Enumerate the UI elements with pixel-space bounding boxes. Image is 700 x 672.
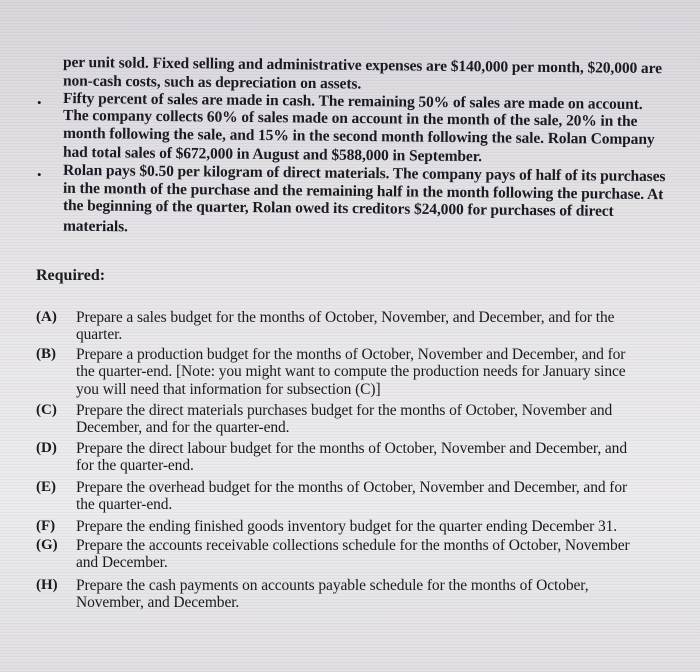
- req-e-line-2: the quarter-end.: [76, 496, 173, 513]
- req-b-line-3: you will need that information for subsection (C)]: [76, 381, 381, 398]
- req-label-c: (C): [36, 402, 57, 418]
- req-c-line-2: December, and for the quarter-end.: [76, 419, 290, 436]
- intro-line-1: per unit sold. Fixed selling and administrative expenses are $140,000 per month, $20,000 are: [62, 53, 662, 78]
- bullet-2-line-1: Rolan pays $0.50 per kilogram of direct materials. The company pays of half of its purchases: [62, 161, 666, 186]
- req-h-line-2: November, and December.: [76, 594, 240, 611]
- req-a-line-2: quarter.: [76, 326, 123, 343]
- bullet-2-line-4: materials.: [62, 217, 128, 236]
- bullet-1-dot: •: [37, 95, 42, 110]
- req-f-line-1: Prepare the ending finished goods inventory budget for the quarter ending December 31.: [76, 518, 618, 535]
- req-label-g: (G): [36, 537, 58, 553]
- req-b-line-2: the quarter-end. [Note: you might want to compute the production needs for January since: [76, 363, 626, 380]
- req-label-b: (B): [36, 346, 56, 362]
- req-c-line-1: Prepare the direct materials purchases budget for the months of October, November and: [76, 402, 613, 419]
- bullet-2-line-3: the beginning of the quarter, Rolan owed its creditors $24,000 for purchases of direct: [62, 197, 614, 220]
- req-d-line-1: Prepare the direct labour budget for the months of October, November and December, and: [76, 440, 627, 457]
- req-label-d: (D): [36, 440, 57, 456]
- req-a-line-1: Prepare a sales budget for the months of October, November, and December, and for the: [76, 309, 615, 326]
- req-label-a: (A): [36, 309, 57, 325]
- req-label-f: (F): [36, 518, 56, 534]
- req-h-line-1: Prepare the cash payments on accounts payable schedule for the months of October,: [76, 577, 589, 594]
- req-label-e: (E): [36, 479, 56, 495]
- bullet-1-line-3: month following the sale, and 15% in the second month following the sale. Rolan Company: [62, 124, 655, 149]
- req-g-line-2: and December.: [76, 554, 168, 571]
- req-d-line-2: for the quarter-end.: [76, 457, 194, 474]
- intro-line-2: non-cash costs, such as depreciation on assets.: [62, 72, 362, 93]
- bullet-2-dot: •: [37, 167, 42, 182]
- req-g-line-1: Prepare the accounts receivable collections schedule for the months of October, November: [76, 537, 630, 554]
- bullet-1-line-2: The company collects 60% of sales made on account in the month of the sale, 20% in the: [62, 106, 638, 131]
- bullet-1-line-1: Fifty percent of sales are made in cash. The remaining 50% of sales are made on account.: [62, 89, 643, 114]
- required-heading: Required:: [36, 267, 106, 284]
- bullet-1-line-4: had total sales of $672,000 in August and $588,000 in September.: [62, 143, 482, 166]
- req-e-line-1: Prepare the overhead budget for the months of October, November and December, and for: [76, 479, 628, 496]
- req-label-h: (H): [36, 577, 58, 593]
- req-b-line-1: Prepare a production budget for the months of October, November and December, and for: [76, 346, 626, 363]
- bullet-2-line-2: in the month of the purchase and the remaining half in the month following the purchase. At: [62, 179, 664, 204]
